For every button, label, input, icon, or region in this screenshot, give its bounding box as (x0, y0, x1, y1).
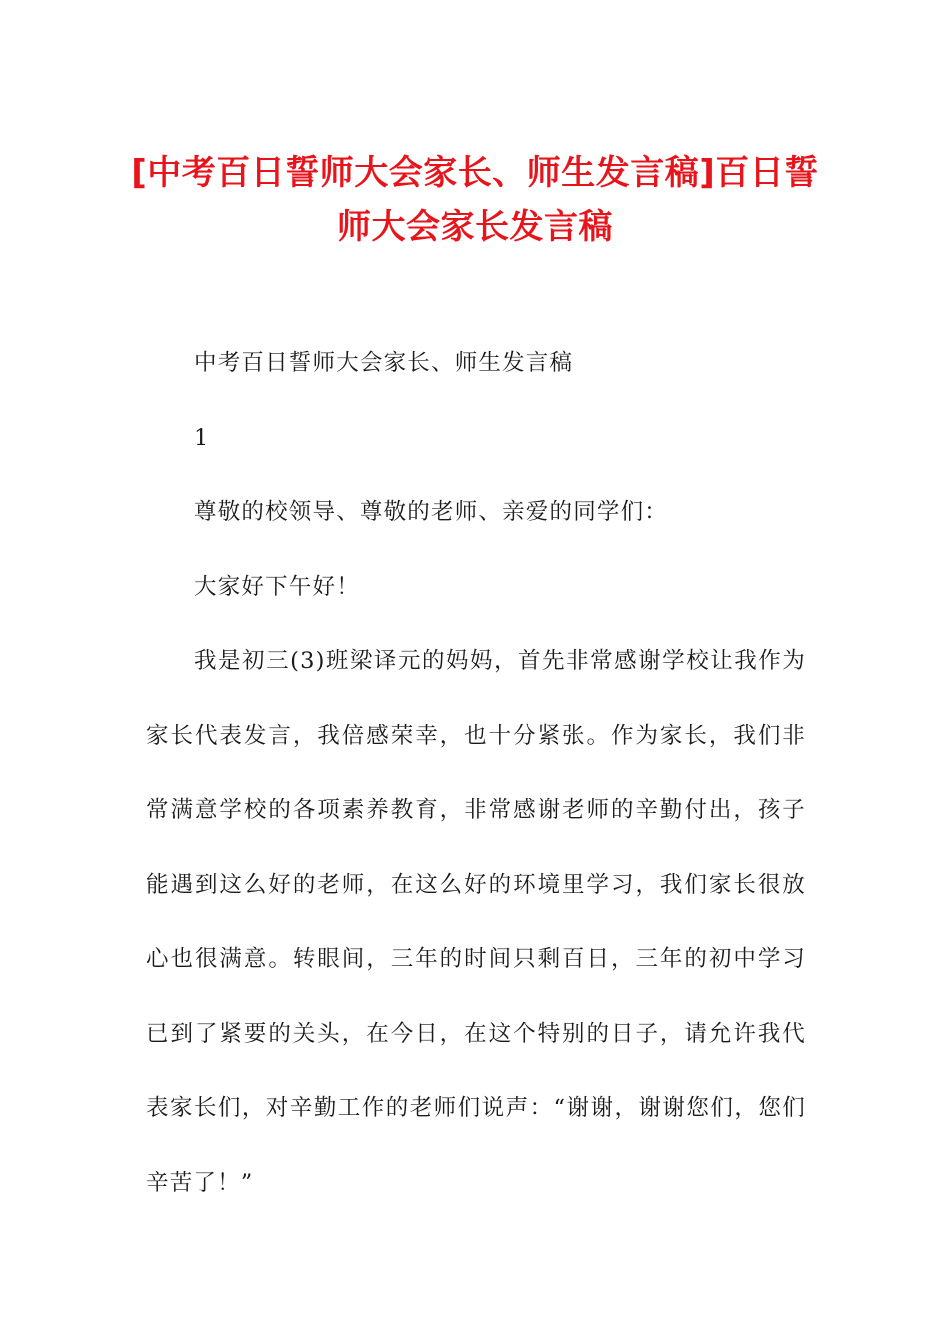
paragraph-speech: 我是初三(3)班梁译元的妈妈，首先非常感谢学校让我作为家长代表发言，我倍感荣幸，也十分紧张。作为家长，我们非常满意学校的各项素养教育，非常感谢老师的辛勤付出，孩子能遇到这么好的老师，在这么好的环境里学习，我们家长很放心也很满意。转眼间，三年的时间只剩百日，三年的初中学习已到了紧要的关头，在今日，在这个特别的日子，请允许我代表家长们，对辛勤工作的老师们说声：“谢谢，谢谢您们，您们辛苦了！” (146, 648, 806, 1196)
document-body (146, 326, 806, 1220)
paragraph-salutation: 尊敬的校领导、尊敬的老师、亲爱的同学们： (194, 499, 669, 525)
paragraph-subtitle: 中考百日誓师大会家长、师生发言稿 (194, 350, 574, 376)
document-title: [中考百日誓师大会家长、师生发言稿]百日誓师大会家长发言稿 (131, 153, 819, 247)
paragraph-number: 1 (194, 424, 210, 451)
paragraph-greeting: 大家好下午好！ (194, 573, 360, 600)
